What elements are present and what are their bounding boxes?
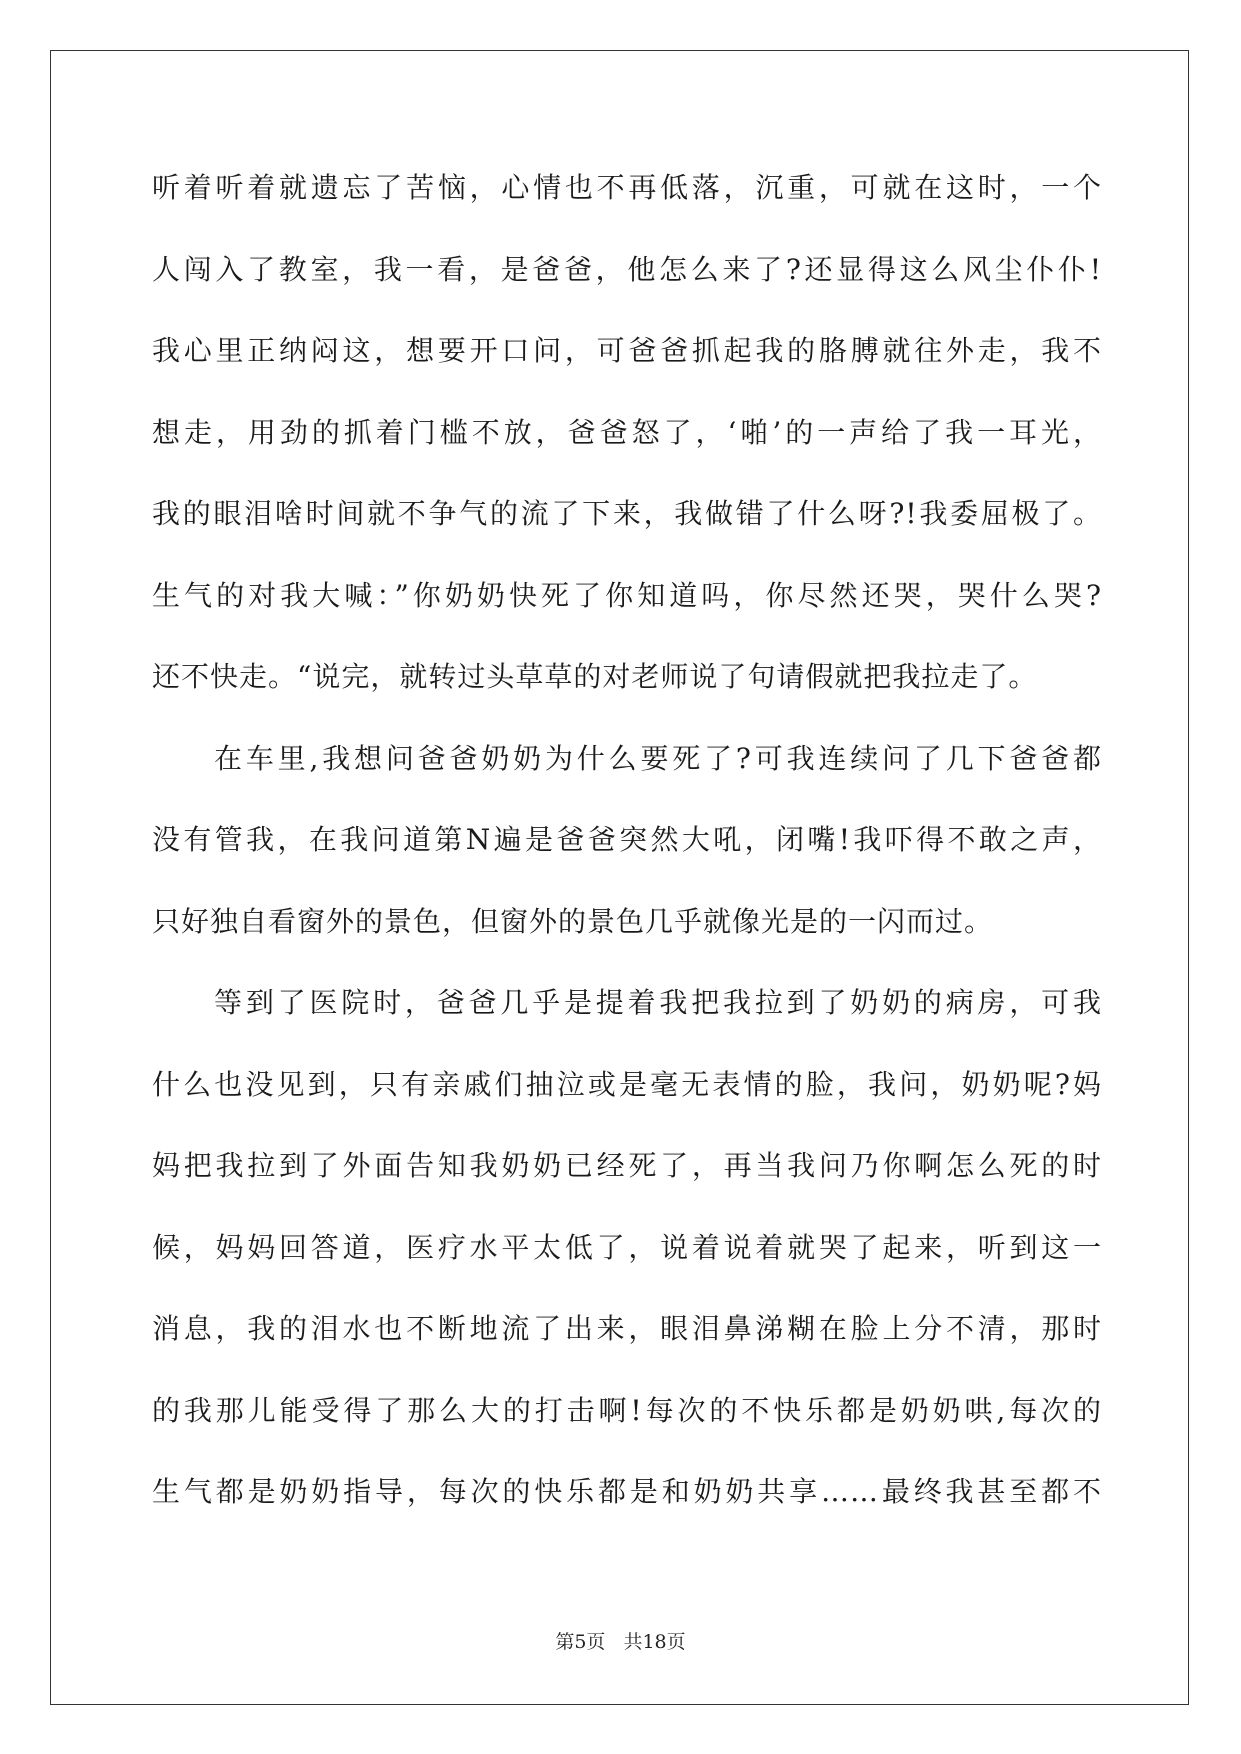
text-line: 妈把我拉到了外面告知我奶奶已经死了，再当我问乃你啊怎么死的时 xyxy=(152,1149,1102,1182)
page-number: 第5页 xyxy=(555,1631,606,1653)
text-line: 的我那儿能受得了那么大的打击啊!每次的不快乐都是奶奶哄,每次的 xyxy=(152,1393,1102,1427)
text-line: 候，妈妈回答道，医疗水平太低了，说着说着就哭了起来，听到这一 xyxy=(152,1230,1102,1264)
text-line: 人闯入了教室，我一看，是爸爸，他怎么来了?还显得这么风尘仆仆! xyxy=(152,252,1102,286)
text-line: 还不快走。“说完，就转过头草草的对老师说了句请假就把我拉走了。 xyxy=(152,660,1038,693)
text-line: 生气的对我大喊：”你奶奶快死了你知道吗，你尽然还哭，哭什么哭? xyxy=(152,578,1102,612)
text-line: 想走，用劲的抓着门槛不放，爸爸怒了，‘啪’的一声给了我一耳光， xyxy=(152,415,1102,449)
document-body xyxy=(152,160,1102,1546)
text-line: 消息，我的泪水也不断地流了出来，眼泪鼻涕糊在脸上分不清，那时 xyxy=(152,1312,1102,1345)
text-line: 生气都是奶奶指导，每次的快乐都是和奶奶共享……最终我甚至都不 xyxy=(152,1475,1102,1508)
text-line: 我心里正纳闷这，想要开口问，可爸爸抓起我的胳膊就往外走，我不 xyxy=(152,334,1102,367)
paragraph-first-line: 在车里,我想问爸爸奶奶为什么要死了?可我连续问了几下爸爸都 xyxy=(214,741,1102,775)
page-total: 共18页 xyxy=(623,1631,686,1653)
text-line: 听着听着就遗忘了苦恼，心情也不再低落，沉重，可就在这时，一个 xyxy=(152,171,1102,204)
text-line: 只好独自看窗外的景色，但窗外的景色几乎就像光是的一闪而过。 xyxy=(152,904,994,938)
page-footer xyxy=(0,1627,1241,1654)
text-line: 什么也没见到，只有亲戚们抽泣或是毫无表情的脸，我问，奶奶呢?妈 xyxy=(152,1067,1102,1101)
text-line: 我的眼泪啥时间就不争气的流了下来，我做错了什么呀?!我委屈极了。 xyxy=(152,497,1102,530)
paragraph-first-line: 等到了医院时，爸爸几乎是提着我把我拉到了奶奶的病房，可我 xyxy=(214,986,1102,1019)
text-line: 没有管我，在我问道第N遍是爸爸突然大吼，闭嘴!我吓得不敢之声， xyxy=(152,823,1102,856)
